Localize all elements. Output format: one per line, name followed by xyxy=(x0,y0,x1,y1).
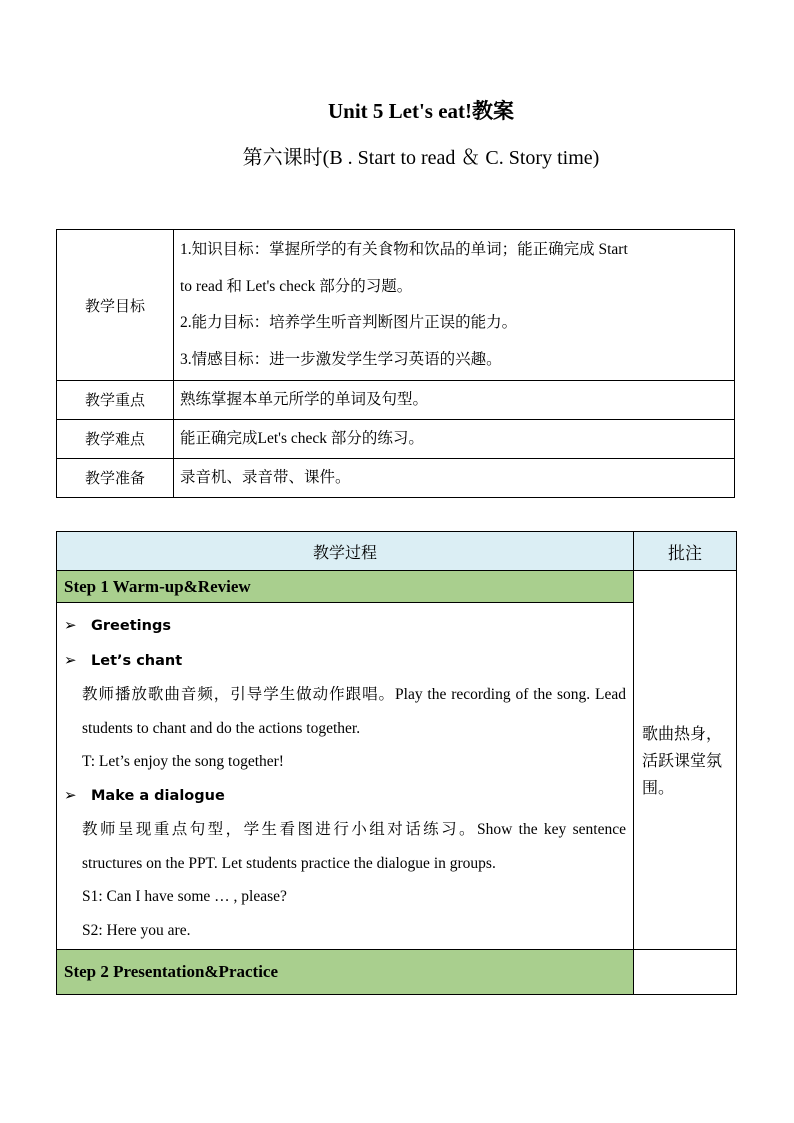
chant-text: Let’s chant xyxy=(91,652,183,669)
difficulties-label: 教学难点 xyxy=(57,420,174,459)
key-points-row xyxy=(57,381,735,420)
objectives-row xyxy=(57,230,735,381)
step2-title: Step 2 Presentation&Practice xyxy=(57,950,634,995)
step1-title: Step 1 Warm-up&Review xyxy=(57,571,634,603)
lesson-overview-table xyxy=(56,229,735,498)
preparation-row xyxy=(57,459,735,498)
dialogue-text: Make a dialogue xyxy=(91,787,225,804)
dialogue-s2: S2: Here you are. xyxy=(82,921,191,939)
notes-header: 批注 xyxy=(634,532,737,571)
objectives-label: 教学目标 xyxy=(57,230,174,381)
preparation-label: 教学准备 xyxy=(57,459,174,498)
bullet-greetings xyxy=(64,609,626,644)
process-header-row xyxy=(57,532,737,571)
greetings-text: Greetings xyxy=(91,618,171,634)
document-title: Unit 5 Let's eat!教案 xyxy=(327,99,515,123)
objective-line: 2.能力目标：培养学生听音判断图片正误的能力。 xyxy=(180,314,518,331)
bullet-dialogue xyxy=(64,779,626,814)
objective-line: 3.情感目标：进一步激发学生学习英语的兴趣。 xyxy=(180,350,502,368)
preparation-content: 录音机、录音带、课件。 xyxy=(174,459,735,498)
difficulties-row xyxy=(57,420,735,459)
step2-title-row xyxy=(57,950,737,995)
arrow-bullet-icon: ➢ xyxy=(64,616,77,634)
difficulties-content: 能正确完成Let's check 部分的练习。 xyxy=(174,420,735,459)
chant-teacher-line: T: Let’s enjoy the song together! xyxy=(82,753,284,770)
teaching-process-table xyxy=(56,531,737,995)
bullet-chant xyxy=(64,644,626,679)
process-header: 教学过程 xyxy=(57,532,634,571)
key-points-label: 教学重点 xyxy=(57,381,174,420)
objective-line: to read 和 Let's check 部分的习题。 xyxy=(180,277,413,295)
objective-line: 1.知识目标：掌握所学的有关食物和饮品的单词；能正确完成 Start xyxy=(180,241,628,258)
step1-note: 歌曲热身，活跃课堂氛围。 xyxy=(634,571,737,950)
arrow-bullet-icon: ➢ xyxy=(64,785,77,804)
objectives-content xyxy=(174,230,735,381)
arrow-bullet-icon: ➢ xyxy=(64,650,77,669)
step1-title-row xyxy=(57,571,737,603)
document-subtitle: 第六课时(B . Start to read ＆ C. Story time) xyxy=(242,147,600,169)
step1-body xyxy=(57,603,634,950)
step2-note xyxy=(634,950,737,995)
dialogue-s1: S1: Can I have some … , please? xyxy=(82,888,287,905)
key-points-content: 熟练掌握本单元所学的单词及句型。 xyxy=(174,381,735,420)
dialogue-description: 教师呈现重点句型，学生看图进行小组对话练习。Show the key sentence structures on the PPT. Let students practice the dialogue in groups. xyxy=(82,821,626,872)
chant-description: 教师播放歌曲音频，引导学生做动作跟唱。Play the recording of the song. Lead students to chant and do the actions together. xyxy=(82,686,626,737)
